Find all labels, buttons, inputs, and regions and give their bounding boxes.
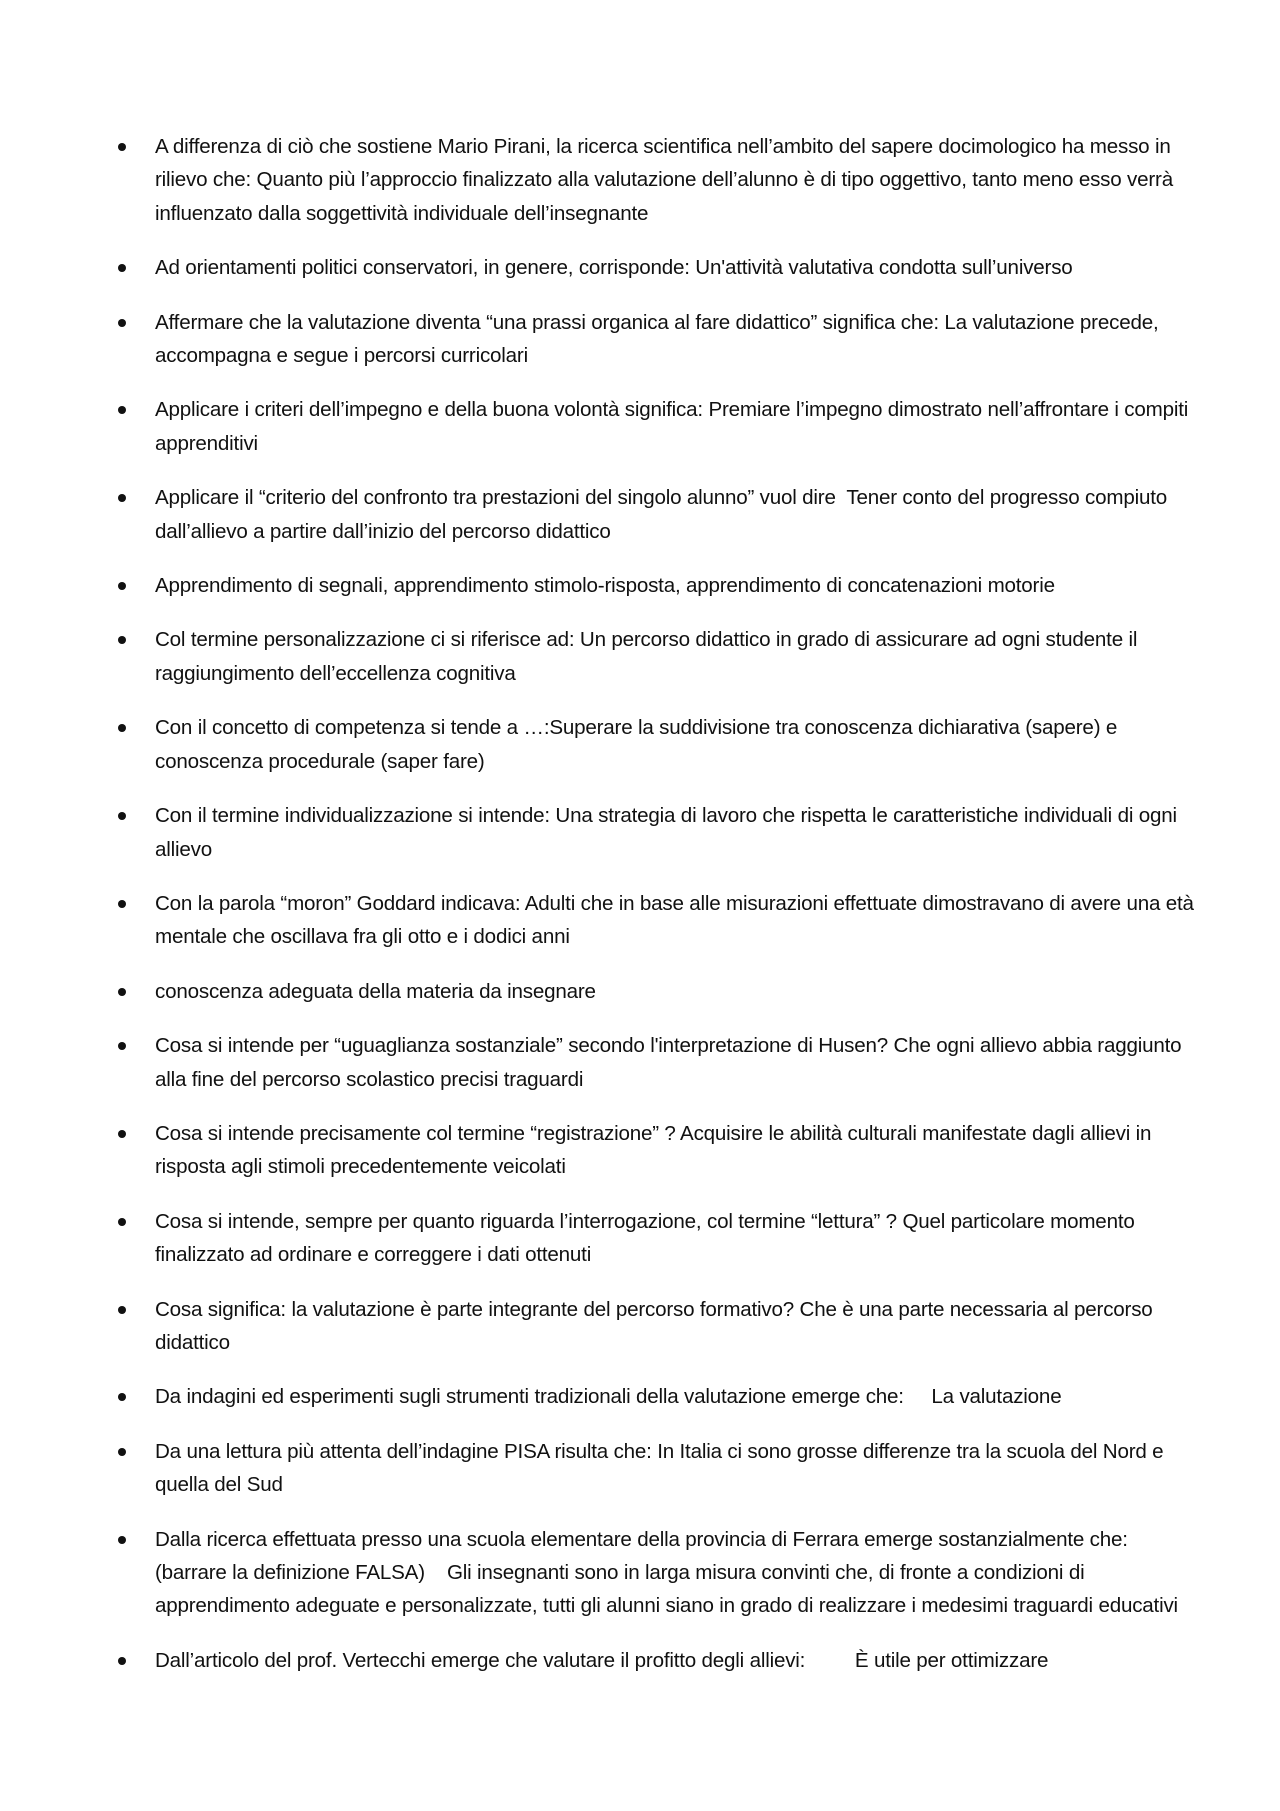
list-item bbox=[0, 569, 1280, 602]
bullet-icon bbox=[118, 988, 126, 996]
list-item-text: Col termine personalizzazione ci si riferisce ad: Un percorso didattico in grado di assicurare ad ogni studente il raggiungimento dell’eccellenza cognitiva bbox=[155, 628, 1143, 685]
bullet-icon bbox=[118, 1657, 126, 1665]
bullet-icon bbox=[118, 494, 126, 502]
list-item bbox=[0, 1029, 1280, 1096]
list-item bbox=[0, 1435, 1280, 1502]
list-item-text: Con il termine individualizzazione si intende: Una strategia di lavoro che rispetta le caratteristiche individuali di ogni allievo bbox=[155, 804, 1183, 861]
list-item-text: Con la parola “moron” Goddard indicava: Adulti che in base alle misurazioni effettuate dimostravano di avere una età mentale che oscillava fra gli otto e i dodici anni bbox=[155, 891, 1200, 949]
list-item bbox=[0, 711, 1280, 778]
bullet-icon bbox=[118, 1130, 126, 1138]
list-item bbox=[0, 1644, 1280, 1677]
list-item-text: Affermare che la valutazione diventa “una prassi organica al fare didattico” significa che: La valutazione precede, accompagna e segue i percorsi curricolari bbox=[155, 310, 1165, 368]
list-item bbox=[0, 623, 1280, 690]
list-item bbox=[0, 1380, 1280, 1413]
bullet-icon bbox=[118, 1042, 126, 1050]
bullet-icon bbox=[118, 636, 126, 644]
list-item bbox=[0, 130, 1280, 230]
bullet-icon bbox=[118, 724, 126, 732]
bullet-icon bbox=[118, 406, 126, 414]
bullet-icon bbox=[118, 1306, 126, 1314]
list-item bbox=[0, 799, 1280, 866]
list-item-text: Cosa si intende, sempre per quanto riguarda l’interrogazione, col termine “lettura” ? Quel particolare momento finalizzato ad ordinare e correggere i dati ottenuti bbox=[155, 1209, 1141, 1267]
list-item bbox=[0, 1117, 1280, 1184]
list-item bbox=[0, 1293, 1280, 1360]
list-item bbox=[0, 481, 1280, 548]
list-item-text: Applicare i criteri dell’impegno e della buona volontà significa: Premiare l’impegno dimostrato nell’affrontare i compiti apprenditivi bbox=[155, 398, 1194, 455]
list-item bbox=[0, 975, 1280, 1008]
bullet-icon bbox=[118, 1536, 126, 1544]
list-item bbox=[0, 251, 1280, 284]
list-item bbox=[0, 887, 1280, 954]
list-item-text: A differenza di ciò che sostiene Mario Pirani, la ricerca scientifica nell’ambito del sapere docimologico ha messo in rilievo che: Quanto più l’approccio finalizzato alla valutazione dell’alunno è di tipo oggettivo, tanto meno esso verrà influenzato dalla soggettività individuale dell’insegnante bbox=[155, 135, 1179, 225]
list-item-text: Applicare il “criterio del confronto tra prestazioni del singolo alunno” vuol dire Tener conto del progresso compiuto dall’allievo a partire dall’inizio del percorso didattico bbox=[155, 486, 1173, 543]
list-item-text: Cosa significa: la valutazione è parte integrante del percorso formativo? Che è una parte necessaria al percorso didattico bbox=[155, 1297, 1159, 1354]
bullet-icon bbox=[118, 319, 126, 327]
list-item bbox=[0, 306, 1280, 373]
list-item-text: conoscenza adeguata della materia da insegnare bbox=[155, 979, 596, 1003]
bullet-icon bbox=[118, 143, 126, 151]
list-item bbox=[0, 393, 1280, 460]
bullet-icon bbox=[118, 1448, 126, 1456]
list-item-text: Cosa si intende per “uguaglianza sostanziale” secondo l'interpretazione di Husen? Che ogni allievo abbia raggiunto alla fine del percorso scolastico precisi traguardi bbox=[155, 1034, 1187, 1091]
list-item-text: Ad orientamenti politici conservatori, in genere, corrisponde: Un'attività valutativa condotta sull’universo bbox=[155, 256, 1073, 280]
list-item-text: Dall’articolo del prof. Vertecchi emerge che valutare il profitto degli allievi: È utile per ottimizzare bbox=[155, 1648, 1049, 1672]
bullet-icon bbox=[118, 264, 126, 272]
bullet-list bbox=[0, 130, 1280, 1677]
list-item-text: Dalla ricerca effettuata presso una scuola elementare della provincia di Ferrara emerge sostanzialmente che: (barrare la definizione FALSA) Gli insegnanti sono in larga misura convinti che, di fronte a condizioni di apprendimento adeguate e personalizzate, tutti gli alunni siano in grado di realizzare i medesimi traguardi educativi bbox=[155, 1527, 1178, 1618]
bullet-icon bbox=[118, 900, 126, 908]
list-item-text: Cosa si intende precisamente col termine “registrazione” ? Acquisire le abilità culturali manifestate dagli allievi in risposta agli stimoli precedentemente veicolati bbox=[155, 1121, 1157, 1179]
bullet-icon bbox=[118, 1218, 126, 1226]
bullet-icon bbox=[118, 1393, 126, 1401]
list-item-text: Apprendimento di segnali, apprendimento stimolo-risposta, apprendimento di concatenazioni motorie bbox=[155, 574, 1055, 598]
list-item-text: Da una lettura più attenta dell’indagine PISA risulta che: In Italia ci sono grosse differenze tra la scuola del Nord e quella del Sud bbox=[155, 1439, 1169, 1497]
list-item-text: Con il concetto di competenza si tende a …:Superare la suddivisione tra conoscenza dichiarativa (sapere) e conoscenza procedurale (saper fare) bbox=[155, 716, 1123, 773]
list-item-text: Da indagini ed esperimenti sugli strumenti tradizionali della valutazione emerge che: La valutazione bbox=[155, 1385, 1062, 1409]
bullet-icon bbox=[118, 812, 126, 820]
bullet-icon bbox=[118, 582, 126, 590]
list-item bbox=[0, 1523, 1280, 1623]
list-item bbox=[0, 1205, 1280, 1272]
